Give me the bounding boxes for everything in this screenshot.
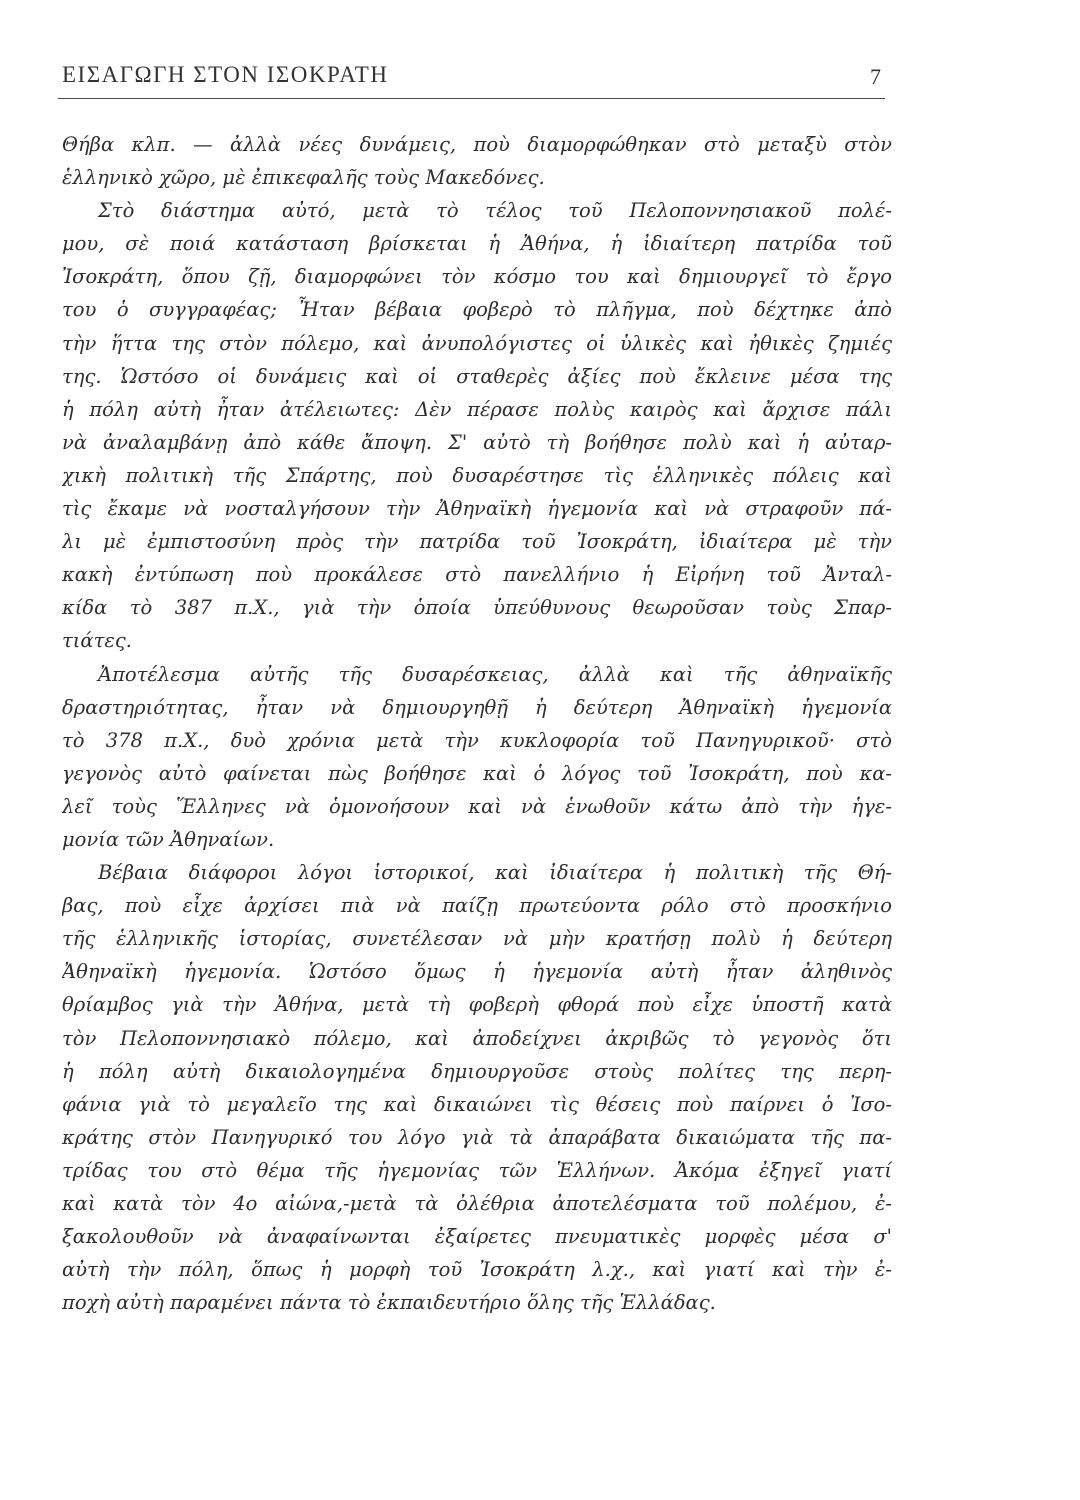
page-number: 7 [870,64,881,89]
text-line: ξακολουθοῦν νὰ ἀναφαίνωνται ἐξαίρετες πνευματικὲς μορφὲς μέσα σ' [62,1225,892,1249]
text-line: χικὴ πολιτικὴ τῆς Σπάρτης, ποὺ δυσαρέστησε τὶς ἑλληνικὲς πόλεις καὶ [62,463,892,487]
paragraph-start-line: Ἀποτέλεσμα αὐτῆς τῆς δυσαρέσκειας, ἀλλὰ καὶ τῆς ἀθηναϊκῆς [98,662,892,686]
page-header [58,58,885,99]
paragraph-start-line: Στὸ διάστημα αὐτό, μετὰ τὸ τέλος τοῦ Πελοποννησιακοῦ πολέ- [98,199,892,223]
text-line: τὸν Πελοποννησιακὸ πόλεμο, καὶ ἀποδείχνει ἀκριβῶς τὸ γεγονὸς ὅτι [62,1026,892,1050]
text-line: τιάτες. [62,629,132,653]
text-line: του ὁ συγγραφέας; Ἦταν βέβαια φοβερὸ τὸ πλῆγμα, ποὺ δέχτηκε ἀπὸ [62,298,892,322]
text-line: τρίδας του στὸ θέμα τῆς ἡγεμονίας τῶν Ἑλλήνων. Ἀκόμα ἐξηγεῖ γιατί [62,1158,892,1182]
text-line: τῆς ἑλληνικῆς ἱστορίας, συνετέλεσαν νὰ μὴν κρατήσῃ πολὺ ἡ δεύτερη [62,927,892,951]
text-line: Θήβα κλπ. — ἀλλὰ νέες δυνάμεις, ποὺ διαμορφώθηκαν στὸ μεταξὺ στὸν [62,133,892,156]
body-text [62,128,892,1319]
text-line: τὶς ἔκαμε νὰ νοσταλγήσουν τὴν Ἀθηναϊκὴ ἡγεμονία καὶ νὰ στραφοῦν πά- [62,497,892,521]
text-line: ἡ πόλη αὐτὴ δικαιολογημένα δημιουργοῦσε στοὺς πολίτες της περη- [62,1059,892,1083]
text-line: λεῖ τοὺς Ἕλληνες νὰ ὁμονοήσουν καὶ νὰ ἑνωθοῦν κάτω ἀπὸ τὴν ἡγε- [62,794,892,818]
text-line: βας, ποὺ εἶχε ἀρχίσει πιὰ νὰ παίζῃ πρωτεύοντα ρόλο στὸ προσκήνιο [62,894,892,918]
text-line: τὸ 378 π.Χ., δυὸ χρόνια μετὰ τὴν κυκλοφορία τοῦ Πανηγυρικοῦ· στὸ [62,728,892,752]
text-line: κακὴ ἐντύπωση ποὺ προκάλεσε στὸ πανελλήνιο ἡ Εἰρήνη τοῦ Ἀνταλ- [62,563,892,587]
text-line: λι μὲ ἐμπιστοσύνη πρὸς τὴν πατρίδα τοῦ Ἰσοκράτη, ἰδιαίτερα μὲ τὴν [62,530,892,554]
text-line: δραστηριότητας, ἦταν νὰ δημιουργηθῇ ἡ δεύτερη Ἀθηναϊκὴ ἡγεμονία [62,695,892,719]
text-line: θρίαμβος γιὰ τὴν Ἀθήνα, μετὰ τὴ φοβερὴ φθορά ποὺ εἶχε ὑποστῆ κατὰ [62,993,892,1017]
text-line: μου, σὲ ποιά κατάσταση βρίσκεται ἡ Ἀθήνα, ἡ ἰδιαίτερη πατρίδα τοῦ [62,232,892,256]
text-line: κίδα τὸ 387 π.Χ., γιὰ τὴν ὁποία ὑπεύθυνους θεωροῦσαν τοὺς Σπαρ- [62,596,892,620]
text-line: γεγονὸς αὐτὸ φαίνεται πὼς βοήθησε καὶ ὁ λόγος τοῦ Ἰσοκράτη, ποὺ κα- [62,761,892,785]
text-line: μονία τῶν Ἀθηναίων. [62,827,275,851]
text-line: Ἰσοκράτη, ὅπου ζῇ, διαμορφώνει τὸν κόσμο του καὶ δημιουργεῖ τὸ ἔργο [62,265,892,289]
text-line: ἑλληνικὸ χῶρο, μὲ ἐπικεφαλῆς τοὺς Μακεδόνες. [62,166,545,190]
text-line: ἡ πόλη αὐτὴ ἦταν ἀτέλειωτες: Δὲν πέρασε πολὺς καιρὸς καὶ ἄρχισε πάλι [62,397,892,421]
text-line: της. Ὡστόσο οἱ δυνάμεις καὶ οἱ σταθερὲς ἀξίες ποὺ ἔκλεινε μέσα της [62,364,892,388]
text-line: ποχὴ αὐτὴ παραμένει πάντα τὸ ἐκπαιδευτήριο ὅλης τῆς Ἑλλάδας. [62,1291,716,1315]
paragraph-start-line: Βέβαια διάφοροι λόγοι ἱστορικοί, καὶ ἰδιαίτερα ἡ πολιτικὴ τῆς Θή- [98,861,892,885]
text-line: Ἀθηναϊκὴ ἡγεμονία. Ὡστόσο ὅμως ἡ ἡγεμονία αὐτὴ ἦταν ἀληθινὸς [62,960,892,984]
text-line: αὐτὴ τὴν πόλη, ὅπως ἡ μορφὴ τοῦ Ἰσοκράτη λ.χ., καὶ γιατί καὶ τὴν ἐ- [62,1258,892,1282]
text-line: κράτης στὸν Πανηγυρικό του λόγο γιὰ τὰ ἀπαράβατα δικαιώματα τῆς πα- [62,1125,892,1149]
running-title: ΕΙΣΑΓΩΓΗ ΣΤΟΝ ΙΣΟΚΡΑΤΗ [62,62,389,87]
text-line: τὴν ἥττα της στὸν πόλεμο, καὶ ἀνυπολόγιστες οἱ ὑλικὲς καὶ ἠθικὲς ζημιές [62,331,892,355]
text-line: νὰ ἀναλαμβάνῃ ἀπὸ κάθε ἄποψη. Σ' αὐτὸ τὴ βοήθησε πολὺ καὶ ἡ αὐταρ- [62,430,892,454]
text-line: φάνια γιὰ τὸ μεγαλεῖο της καὶ δικαιώνει τὶς θέσεις ποὺ παίρνει ὁ Ἰσο- [62,1092,892,1116]
text-line: καὶ κατὰ τὸν 4ο αἰώνα,-μετὰ τὰ ὀλέθρια ἀποτελέσματα τοῦ πολέμου, ἐ- [62,1192,892,1215]
